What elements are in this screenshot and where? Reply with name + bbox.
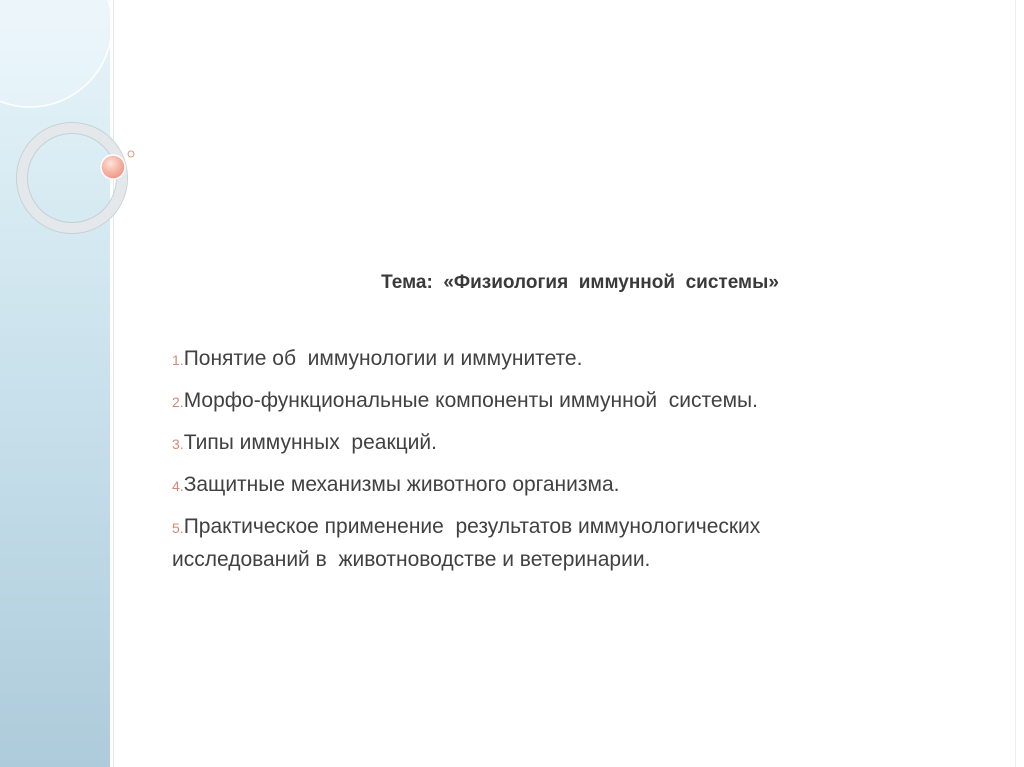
list-item bbox=[172, 427, 862, 460]
item-number: 1. bbox=[172, 352, 184, 368]
list-item bbox=[172, 343, 862, 376]
decor-ring-thick-inner-edge bbox=[28, 134, 117, 223]
item-text: Типы иммунных реакций. bbox=[183, 431, 437, 454]
list-item bbox=[172, 511, 862, 575]
item-text: Понятие об иммунологии и иммунитете. bbox=[183, 347, 583, 370]
item-number: 3. bbox=[172, 436, 184, 452]
item-number: 2. bbox=[172, 394, 184, 410]
item-number: 5. bbox=[172, 520, 184, 536]
decor-tiny-ring bbox=[128, 151, 134, 157]
item-text: Морфо-функциональные компоненты иммунной системы. bbox=[183, 389, 758, 412]
list-item bbox=[172, 385, 862, 418]
right-frame-line bbox=[1015, 0, 1016, 767]
list-item bbox=[172, 469, 862, 502]
topic-list bbox=[172, 343, 862, 584]
decor-ring-large bbox=[0, 0, 112, 107]
item-text: Практическое применение результатов иммунологических исследований в животноводстве и ветеринарии. bbox=[172, 515, 767, 571]
decor-pink-dot bbox=[101, 155, 125, 179]
item-number: 4. bbox=[172, 478, 184, 494]
slide-title: Тема: «Физиология иммунной системы» bbox=[381, 272, 779, 293]
decorative-circles bbox=[0, 0, 160, 260]
item-text: Защитные механизмы животного организма. bbox=[183, 473, 620, 496]
